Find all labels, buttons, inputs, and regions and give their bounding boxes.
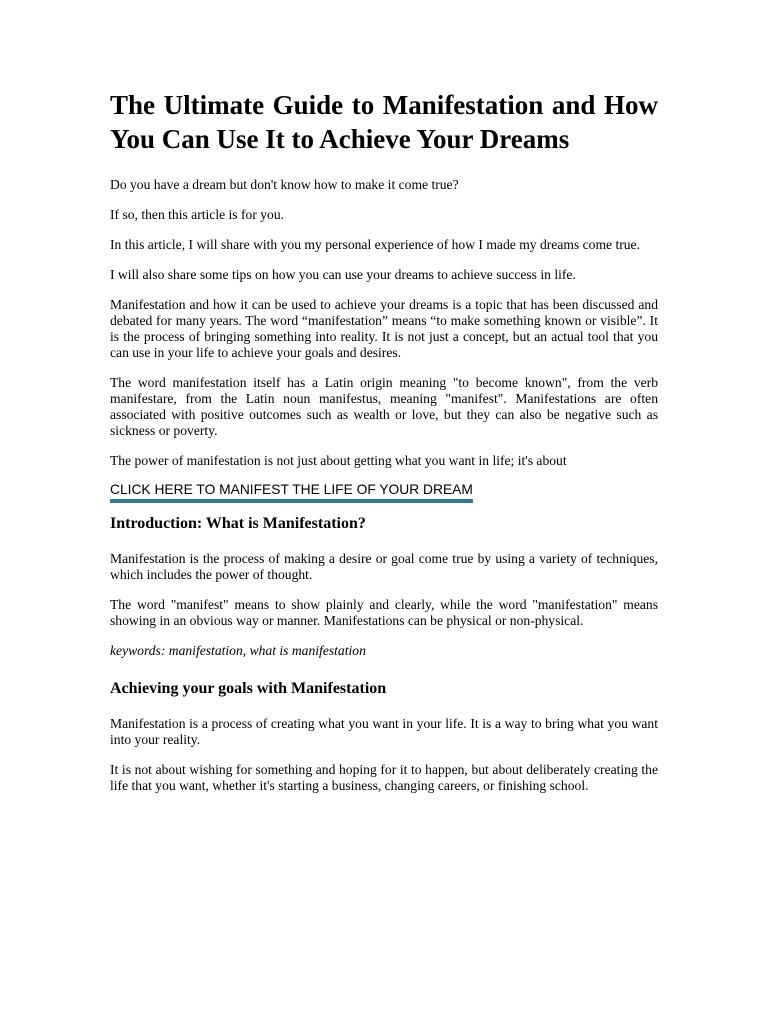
section-heading-achieving-goals: Achieving your goals with Manifestation [110, 680, 387, 697]
manifest-cta-link[interactable]: CLICK HERE TO MANIFEST THE LIFE OF YOUR DREAM [110, 481, 473, 503]
intro-paragraph-2: If so, then this article is for you. [110, 207, 285, 222]
section-heading-introduction: Introduction: What is Manifestation? [110, 515, 366, 532]
section2-paragraph-1: Manifestation is a process of creating what you want in your life. It is a way to bring what you want into your reality. [110, 716, 658, 747]
section1-paragraph-1: Manifestation is the process of making a desire or goal come true by using a variety of techniques, which includes the power of thought. [110, 551, 658, 582]
intro-paragraph-1: Do you have a dream but don't know how to make it come true? [110, 177, 459, 192]
intro-paragraph-3: In this article, I will share with you my personal experience of how I made my dreams come true. [110, 237, 640, 252]
section1-paragraph-2: The word "manifest" means to show plainly and clearly, while the word "manifestation" means showing in an obvious way or manner. Manifestations can be physical or non-physical. [110, 597, 658, 628]
intro-paragraph-5: Manifestation and how it can be used to achieve your dreams is a topic that has been discussed and debated for many years. The word “manifestation” means “to make something known or visible”. It is the process of bringing something into reality. It is not just a concept, but an actual tool that you can use in your life to achieve your goals and desires. [110, 297, 658, 360]
intro-paragraph-7: The power of manifestation is not just about getting what you want in life; it's about [110, 453, 567, 468]
intro-paragraph-6: The word manifestation itself has a Latin origin meaning "to become known", from the verb manifestare, from the Latin noun manifestus, meaning "manifest". Manifestations are often associated with positive outcomes such as wealth or love, but they can also be negative such as sickness or poverty. [110, 375, 658, 438]
intro-paragraph-4: I will also share some tips on how you can use your dreams to achieve success in life. [110, 267, 576, 282]
keywords-line: keywords: manifestation, what is manifestation [110, 643, 366, 658]
section2-paragraph-2: It is not about wishing for something and hoping for it to happen, but about deliberately creating the life that you want, whether it's starting a business, changing careers, or finishing school. [110, 762, 658, 793]
article-title: The Ultimate Guide to Manifestation and How You Can Use It to Achieve Your Dreams [110, 90, 658, 154]
article-body [110, 88, 658, 808]
